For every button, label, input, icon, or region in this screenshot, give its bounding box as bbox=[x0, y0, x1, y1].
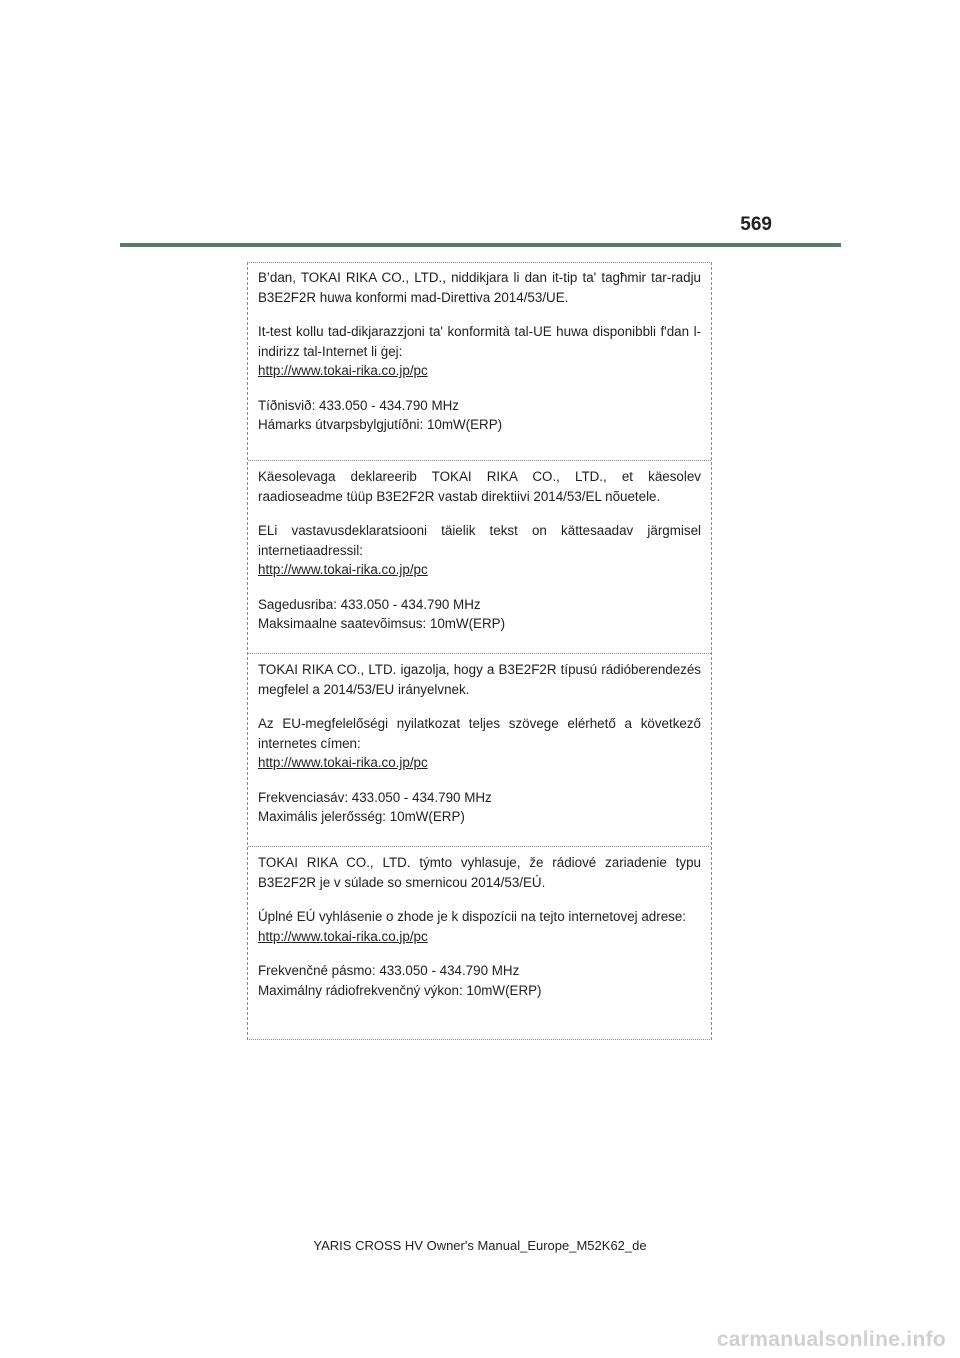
declaration-block-slovak bbox=[248, 846, 711, 1039]
declaration-block-maltese bbox=[248, 263, 711, 460]
declaration-text: TOKAI RIKA CO., LTD. týmto vyhlasuje, že rádiové zariadenie typu B3E2F2R je v súlade so smernicou 2014/53/EÚ. bbox=[258, 855, 701, 890]
page-number: 569 bbox=[740, 214, 772, 235]
document-footer: YARIS CROSS HV Owner's Manual_Europe_M52K62_de bbox=[313, 1238, 647, 1253]
declaration-block-hungarian bbox=[248, 653, 711, 846]
declaration-frame bbox=[247, 262, 712, 1040]
declaration-url-link[interactable]: http://www.tokai-rika.co.jp/pc bbox=[258, 755, 428, 770]
power-text: Maximális jelerősség: 10mW(ERP) bbox=[258, 809, 465, 824]
power-text: Hámarks útvarpsbylgjutíðni: 10mW(ERP) bbox=[258, 417, 503, 432]
declaration-text: TOKAI RIKA CO., LTD. igazolja, hogy a B3E2F2R típusú rádióberendezés megfelel a 2014/53/EU irányelvnek. bbox=[258, 662, 701, 697]
site-watermark: carmanualsonline.info bbox=[716, 1328, 946, 1351]
declaration-text: Käesolevaga deklareerib TOKAI RIKA CO., LTD., et käesolev raadioseadme tüüp B3E2F2R vastab direktiivi 2014/53/EL nõuetele. bbox=[258, 469, 701, 504]
frequency-text: Frekvenciasáv: 433.050 - 434.790 MHz bbox=[258, 789, 492, 805]
frequency-text: Sagedusriba: 433.050 - 434.790 MHz bbox=[258, 596, 481, 612]
declaration-url-link[interactable]: http://www.tokai-rika.co.jp/pc bbox=[258, 562, 428, 577]
declaration-url-link[interactable]: http://www.tokai-rika.co.jp/pc bbox=[258, 363, 428, 378]
availability-text: Az EU-megfelelőségi nyilatkozat teljes szövege elérhető a következő internetes címen: bbox=[258, 716, 701, 751]
availability-text: It-test kollu tad-dikjarazzjoni ta' konformità tal-UE huwa disponibbli f'dan l-indirizz tal-Internet li ġej: bbox=[258, 324, 701, 359]
declaration-url-link[interactable]: http://www.tokai-rika.co.jp/pc bbox=[258, 928, 428, 944]
power-text: Maksimaalne saatevõimsus: 10mW(ERP) bbox=[258, 616, 506, 631]
frequency-text: Tíðnisvið: 433.050 - 434.790 MHz bbox=[258, 397, 459, 413]
availability-text: Úplné EÚ vyhlásenie o zhode je k dispozícii na tejto internetovej adrese: bbox=[258, 909, 687, 924]
frequency-text: Frekvenčné pásmo: 433.050 - 434.790 MHz bbox=[258, 963, 520, 978]
availability-text: ELi vastavusdeklaratsiooni täielik tekst on kättesaadav järgmisel internetiaadressil: bbox=[258, 523, 701, 558]
header-rule bbox=[120, 243, 841, 247]
power-text: Maximálny rádiofrekvenčný výkon: 10mW(ERP) bbox=[258, 982, 542, 998]
declaration-text: B’dan, TOKAI RIKA CO., LTD., niddikjara li dan it-tip ta' tagħmir tar-radju B3E2F2R huwa konformi mad-Direttiva 2014/53/UE. bbox=[258, 270, 701, 305]
declaration-block-estonian bbox=[248, 460, 711, 653]
